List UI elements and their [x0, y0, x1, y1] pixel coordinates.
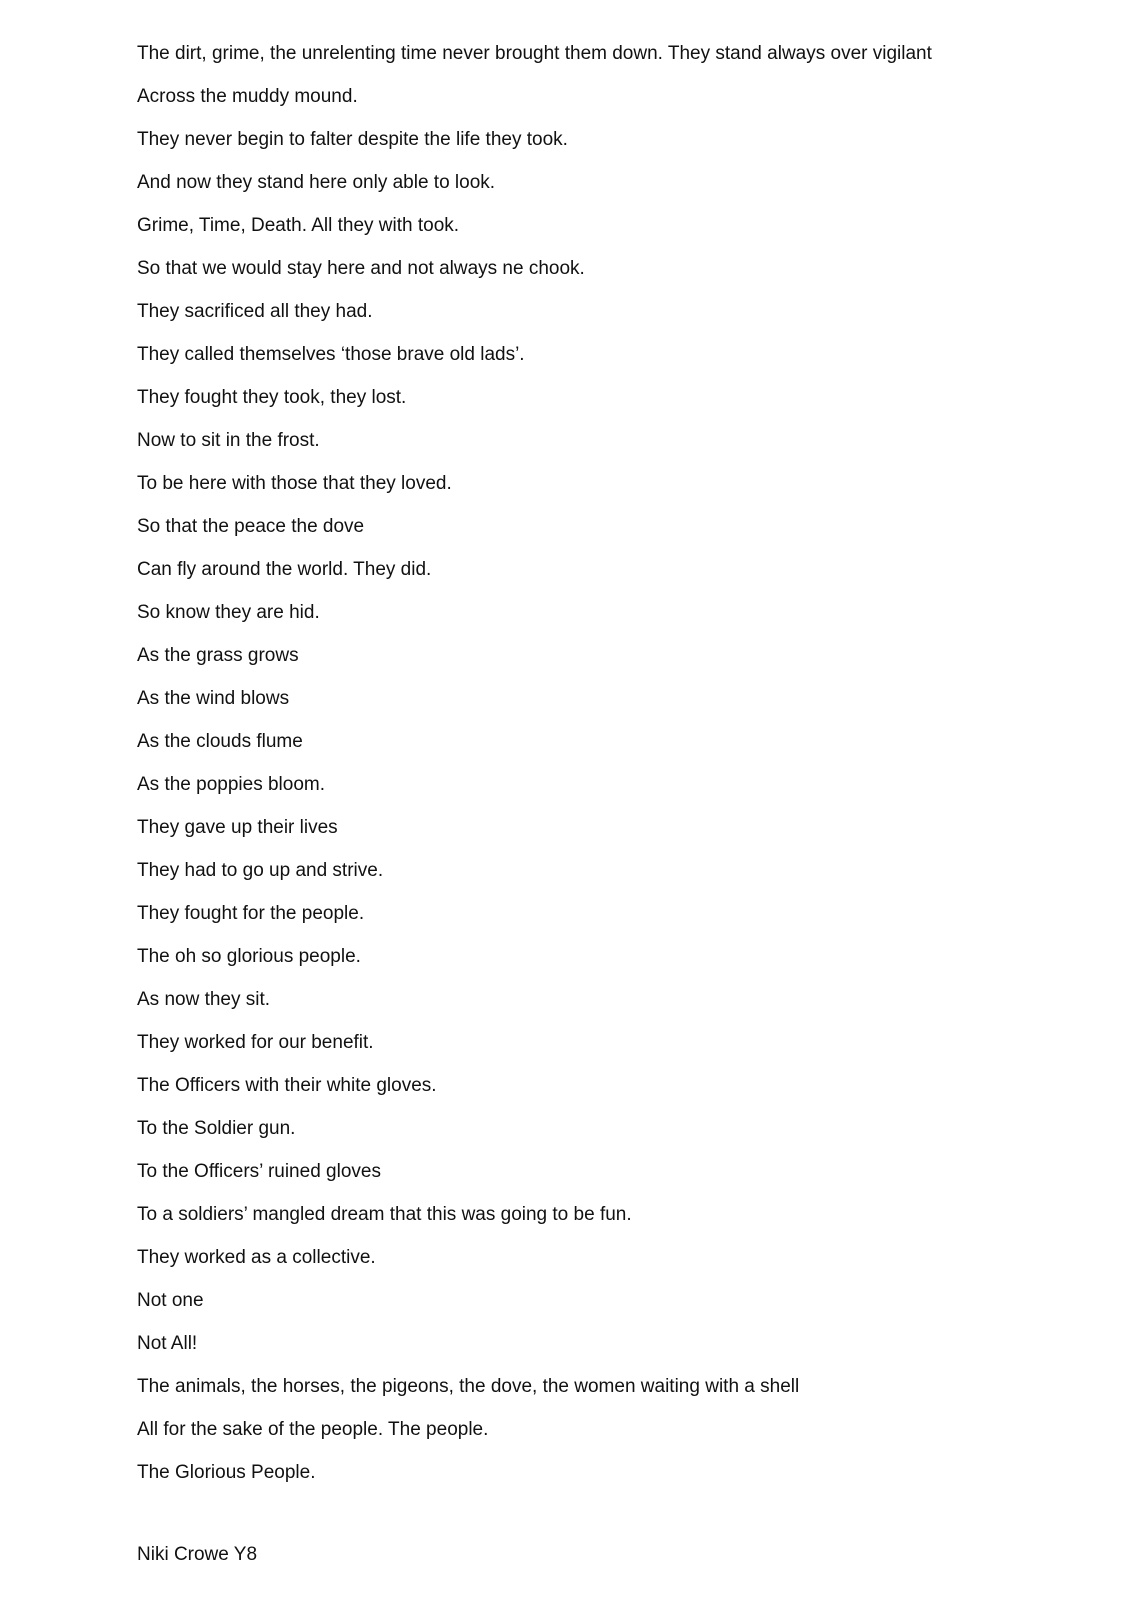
poem-line: Not one	[137, 1290, 204, 1311]
poem-line: As now they sit.	[137, 989, 271, 1010]
poem-line: The animals, the horses, the pigeons, the dove, the women waiting with a shell	[137, 1376, 800, 1397]
poem-line: They sacrificed all they had.	[137, 301, 373, 322]
poem-line: So know they are hid.	[137, 602, 320, 623]
poem-line: So that the peace the dove	[137, 516, 365, 537]
poem-line: Can fly around the world. They did.	[137, 559, 432, 580]
poem-line: The Officers with their white gloves.	[137, 1075, 437, 1096]
poem-line: As the poppies bloom.	[137, 774, 326, 795]
poem-line: They called themselves ‘those brave old lads’.	[137, 344, 525, 365]
poem-line: As the wind blows	[137, 688, 290, 709]
poem-line: To a soldiers’ mangled dream that this was going to be fun.	[137, 1204, 632, 1225]
poem-line: They gave up their lives	[137, 817, 338, 838]
poem-line: Now to sit in the frost.	[137, 430, 320, 451]
poem-line: They never begin to falter despite the life they took.	[137, 129, 568, 150]
poem-line: As the clouds flume	[137, 731, 303, 752]
poem-line: They fought for the people.	[137, 903, 365, 924]
poem-line: They had to go up and strive.	[137, 860, 384, 881]
poem-line: They worked as a collective.	[137, 1247, 376, 1268]
poem-line: Grime, Time, Death. All they with took.	[137, 215, 460, 236]
poem-line: The dirt, grime, the unrelenting time never brought them down. They stand always over vigilant	[137, 43, 932, 64]
poem-line: The Glorious People.	[137, 1462, 316, 1483]
poem-line: To the Soldier gun.	[137, 1118, 296, 1139]
poem-line: They fought they took, they lost.	[137, 387, 407, 408]
poem-body	[137, 40, 1037, 1502]
poem-line: As the grass grows	[137, 645, 299, 666]
poem-line: Not All!	[137, 1333, 198, 1354]
poem-line: To be here with those that they loved.	[137, 473, 452, 494]
poem-line: So that we would stay here and not always ne chook.	[137, 258, 585, 279]
poem-line: They worked for our benefit.	[137, 1032, 374, 1053]
poem-line: All for the sake of the people. The people.	[137, 1419, 489, 1440]
poem-line: To the Officers’ ruined gloves	[137, 1161, 381, 1182]
author-signature: Niki Crowe Y8	[137, 1544, 258, 1565]
poem-line: And now they stand here only able to look.	[137, 172, 496, 193]
poem-line: Across the muddy mound.	[137, 86, 358, 107]
poem-line: The oh so glorious people.	[137, 946, 361, 967]
